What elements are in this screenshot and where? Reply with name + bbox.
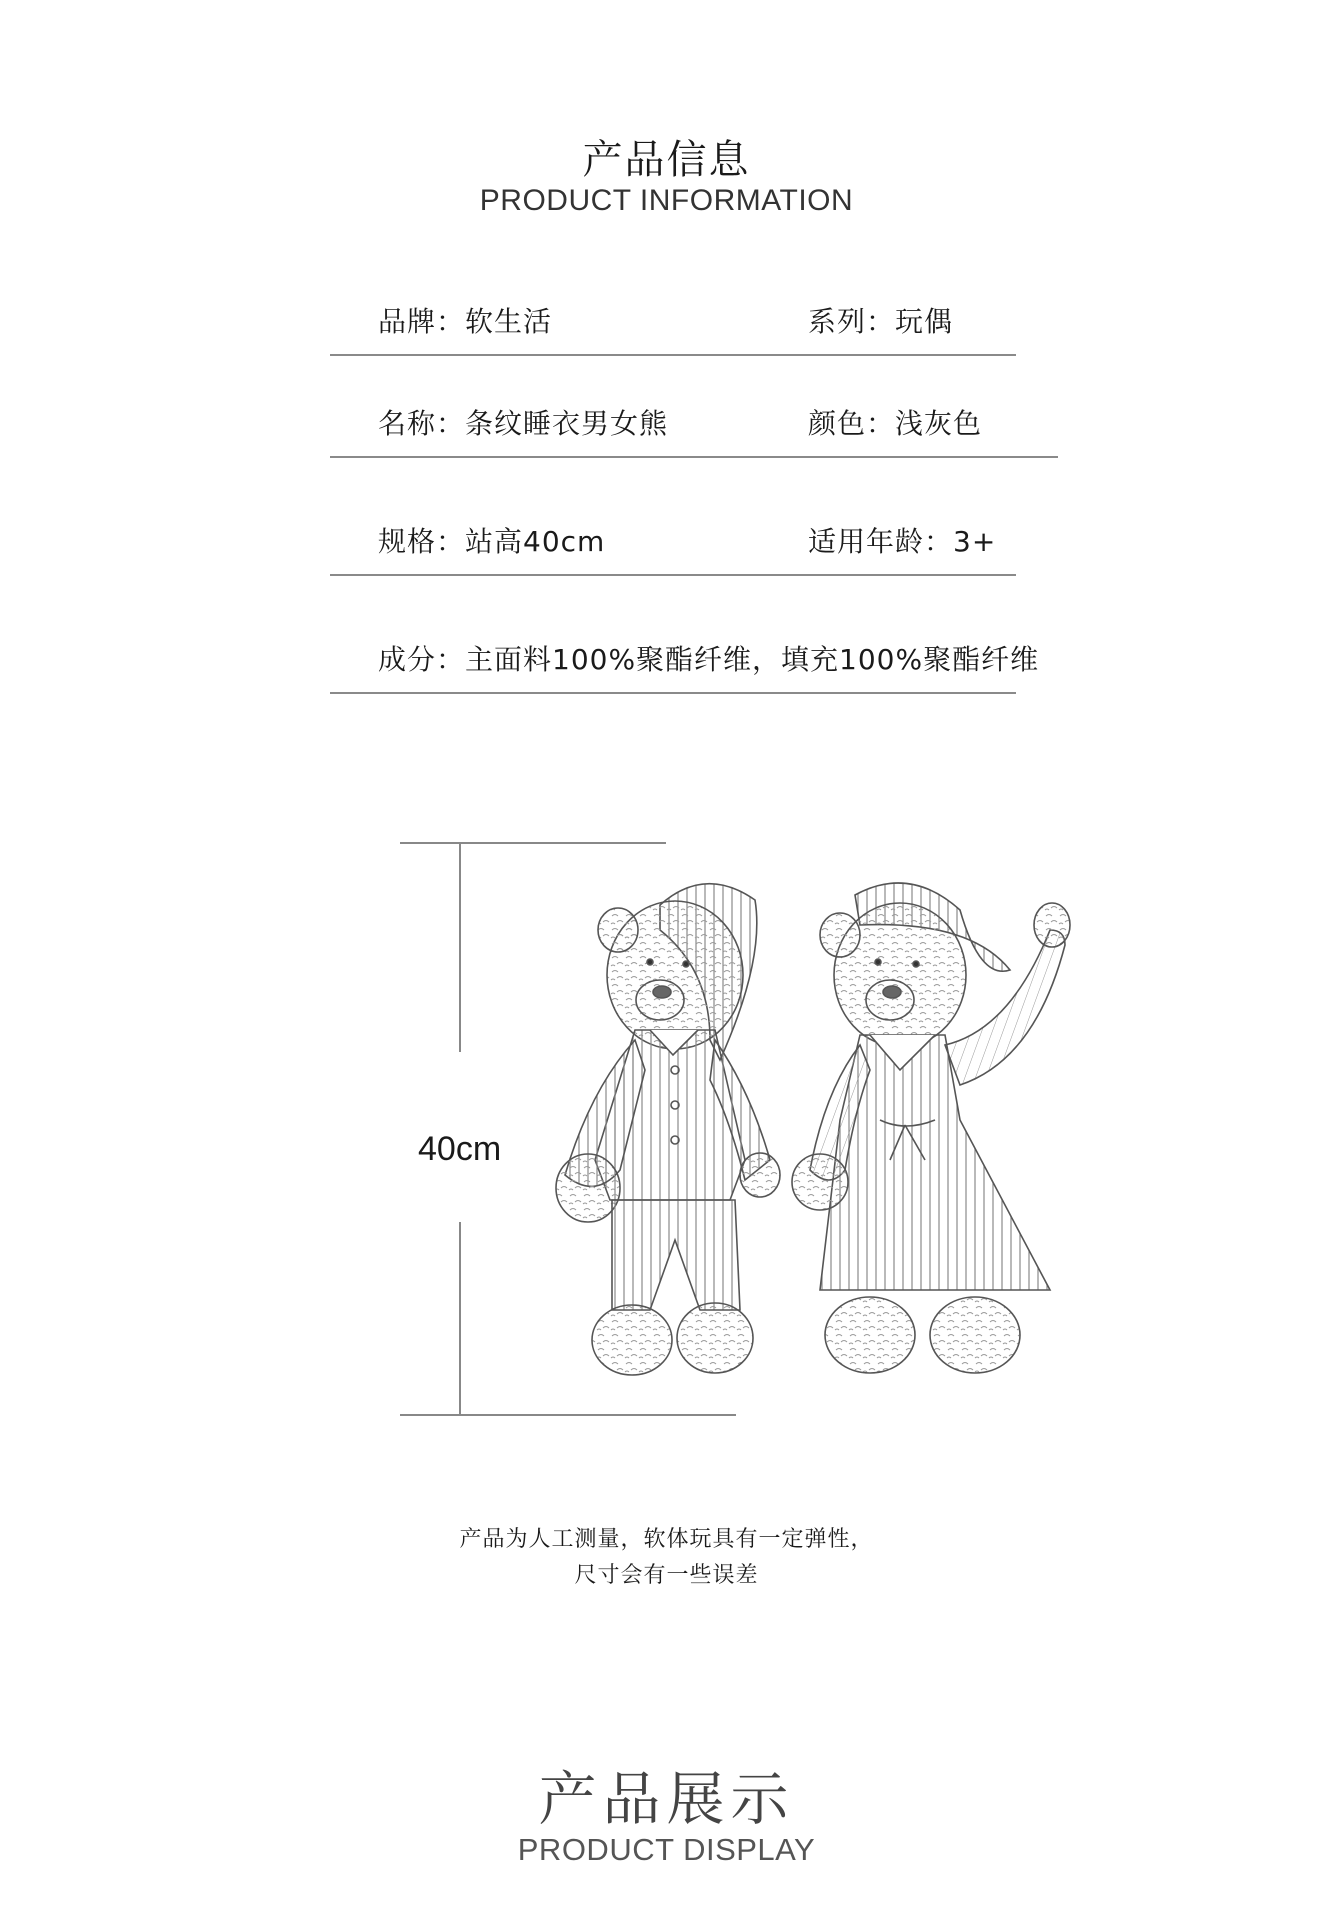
- info-title-en: PRODUCT INFORMATION: [479, 184, 854, 217]
- spec-name: 名称：条纹睡衣男女熊: [378, 407, 669, 440]
- divider: [330, 354, 1016, 356]
- measurement-note-line1: 产品为人工测量，软体玩具有一定弹性，: [459, 1527, 874, 1552]
- divider: [330, 456, 1058, 458]
- divider: [330, 574, 1016, 576]
- info-title-cn: 产品信息: [582, 137, 751, 183]
- spec-age: 适用年龄：3+: [808, 525, 997, 558]
- measure-vertical-line-upper: [459, 842, 461, 1052]
- spec-material: 成分：主面料100%聚酯纤维，填充100%聚酯纤维: [378, 643, 1040, 676]
- measure-vertical-line-lower: [459, 1222, 461, 1414]
- teddy-bears-illustration: [540, 870, 1110, 1400]
- spec-brand: 品牌：软生活: [378, 305, 553, 338]
- display-title-en: PRODUCT DISPLAY: [517, 1832, 816, 1867]
- spec-series: 系列：玩偶: [808, 305, 954, 338]
- measurement-note-line2: 尺寸会有一些误差: [574, 1563, 759, 1588]
- boy-bear: [556, 884, 780, 1375]
- spec-size: 规格：站高40cm: [378, 525, 606, 558]
- height-label: 40cm: [418, 1130, 502, 1168]
- measure-bottom-line: [400, 1414, 736, 1416]
- spec-color: 颜色：浅灰色: [808, 407, 983, 440]
- divider: [330, 692, 1016, 694]
- display-title-cn: 产品展示: [538, 1765, 795, 1833]
- measure-top-line: [400, 842, 666, 844]
- girl-bear: [792, 883, 1070, 1373]
